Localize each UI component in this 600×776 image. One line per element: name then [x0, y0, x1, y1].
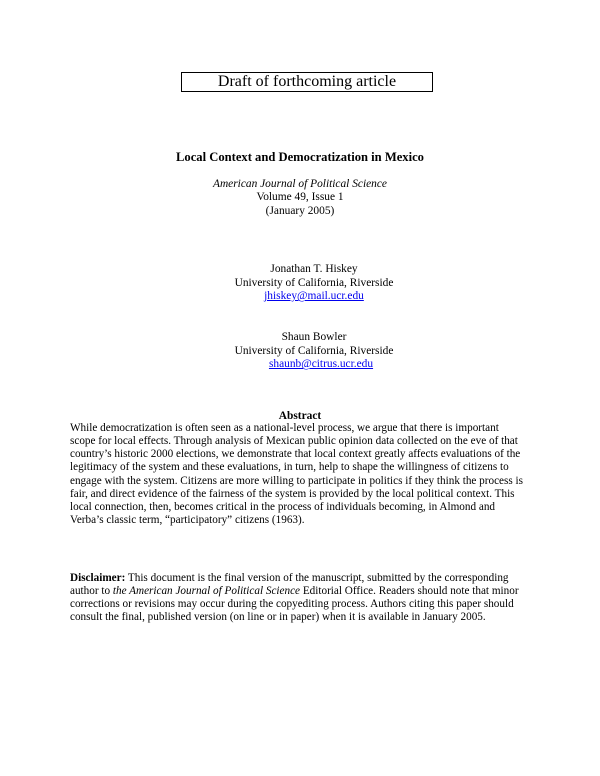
draft-label: Draft of forthcoming article	[181, 72, 433, 92]
abstract-line: fair, and direct evidence of the fairness of the system is provided by the local political context. This	[70, 487, 515, 500]
author-email-link[interactable]: shaunb@citrus.ucr.edu	[268, 358, 374, 371]
author-affiliation: University of California, Riverside	[234, 276, 394, 289]
disclaimer-journal: the American Journal of Political Science	[112, 585, 301, 598]
article-title: Local Context and Democratization in Mexico	[176, 150, 424, 164]
abstract-line: country’s historic 2000 elections, we demonstrate that local context greatly affects evaluations of the	[70, 448, 521, 461]
abstract-line: engage with the system. Citizens are more willing to participate in politics if they think the process is	[70, 474, 523, 487]
author-name: Shaun Bowler	[281, 331, 347, 343]
volume-issue: Volume 49, Issue 1	[256, 191, 344, 204]
abstract-line: Verba’s classic term, “participatory” citizens (1963).	[70, 514, 305, 527]
abstract-line: local connection, then, becomes critical in the process of individuals becoming, in Almond and	[70, 500, 496, 513]
author-name: Jonathan T. Hiskey	[270, 263, 358, 275]
disclaimer-label: Disclaimer:	[70, 572, 126, 584]
disclaimer-paragraph	[70, 572, 532, 625]
abstract-line: scope for local effects. Through analysis of Mexican public opinion data collected on the eve of that	[70, 435, 518, 448]
abstract-heading: Abstract	[278, 410, 322, 422]
publication-info	[0, 178, 600, 218]
author-email-link[interactable]: jhiskey@mail.ucr.edu	[264, 290, 364, 303]
publication-date: (January 2005)	[265, 204, 335, 217]
author-block-1	[14, 263, 600, 304]
abstract-line: While democratization is often seen as a national-level process, we argue that there is important	[70, 422, 499, 434]
abstract-text	[70, 422, 532, 527]
disclaimer-text-1: This document is the final version of the manuscript, submitted by the corresponding author to	[70, 572, 509, 598]
abstract-line: legitimacy of the system and these evaluations, in turn, help to shape the willingness of citizens to	[70, 461, 509, 474]
journal-name: American Journal of Political Science	[213, 178, 387, 190]
author-affiliation: University of California, Riverside	[234, 344, 394, 357]
author-block-2	[14, 331, 600, 372]
disclaimer-text-2: Editorial Office. Readers should note that minor corrections or revisions may occur during the copyediting process. Authors citing this paper should consult the final, published version (on line or in paper) when it is available in January 2005.	[70, 585, 519, 624]
